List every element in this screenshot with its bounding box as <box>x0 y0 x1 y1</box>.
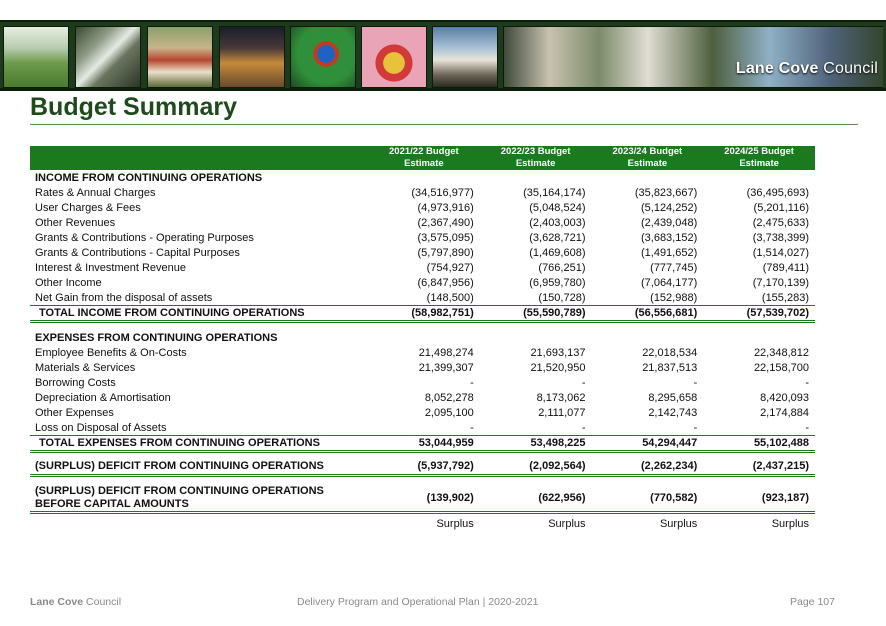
page-title: Budget Summary <box>30 93 237 121</box>
total-expenses-row: TOTAL EXPENSES FROM CONTINUING OPERATIONS 53,044,959 53,498,225 54,294,447 55,102,488 <box>30 435 815 453</box>
footer-document-title: Delivery Program and Operational Plan | 2020-2021 <box>297 596 539 608</box>
result-notes-row <box>30 514 815 534</box>
table-row: User Charges & Fees (4,973,916) (5,048,524) (5,124,252) (5,201,116) <box>35 201 809 214</box>
column-header: 2021/22 Budget Estimate <box>389 146 459 169</box>
banner-photo-building <box>432 26 498 88</box>
banner-photo-lorikeet <box>290 26 356 88</box>
column-header: 2023/24 Budget Estimate <box>612 146 683 169</box>
banner-photo-park <box>3 26 69 88</box>
table-row: Rates & Annual Charges (34,516,977) (35,164,174) (35,823,667) (36,495,693) <box>35 186 809 199</box>
surplus-note: Surplus <box>659 518 698 530</box>
banner-photo-street-night <box>219 26 285 88</box>
banner-photo-performer <box>361 26 427 88</box>
total-income-row: TOTAL INCOME FROM CONTINUING OPERATIONS (58,982,751) (55,590,789) (56,556,681) (57,539,702) <box>30 305 815 323</box>
table-row: Other Income (6,847,956) (6,959,780) (7,064,177) (7,170,139) <box>35 276 809 289</box>
table-header <box>30 146 815 170</box>
table-row: Loss on Disposal of Assets - - - - <box>35 421 809 434</box>
table-row: Materials & Services 21,399,307 21,520,950 21,837,513 22,158,700 <box>35 361 809 374</box>
surplus-note: Surplus <box>436 518 474 530</box>
brand-name: Lane Cove <box>735 60 819 77</box>
table-row: Other Expenses 2,095,100 2,111,077 2,142,743 2,174,884 <box>35 406 809 419</box>
banner-photo-dancers <box>147 26 213 88</box>
footer-organisation: Lane Cove Council <box>30 596 122 608</box>
expenses-section-heading: EXPENSES FROM CONTINUING OPERATIONS <box>35 331 278 344</box>
banner-photo-plaza <box>503 26 883 88</box>
table-row: Other Revenues (2,367,490) (2,403,003) (2,439,048) (2,475,633) <box>35 216 809 229</box>
council-logo <box>736 60 878 78</box>
title-divider <box>30 124 858 125</box>
before-capital-row: (SURPLUS) DEFICIT FROM CONTINUING OPERATIONS BEFORE CAPITAL AMOUNTS (139,902) (622,956) (770,582) (923,187) <box>30 484 815 514</box>
table-row: Grants & Contributions - Operating Purposes (3,575,095) (3,628,721) (3,683,152) (3,738,399) <box>35 231 809 244</box>
column-header: 2024/25 Budget Estimate <box>724 146 794 169</box>
table-row: Interest & Investment Revenue (754,927) (766,251) (777,745) (789,411) <box>35 261 809 274</box>
footer-page-number: Page 107 <box>790 596 835 608</box>
table-row: Grants & Contributions - Capital Purposes (5,797,890) (1,469,608) (1,491,652) (1,514,027) <box>35 246 809 259</box>
column-header: 2022/23 Budget Estimate <box>500 146 571 169</box>
header-banner <box>0 20 886 91</box>
surplus-note: Surplus <box>771 518 809 530</box>
table-row: Depreciation & Amortisation 8,052,278 8,173,062 8,295,658 8,420,093 <box>35 391 809 404</box>
income-section-heading: INCOME FROM CONTINUING OPERATIONS <box>35 171 263 184</box>
net-result-row: (SURPLUS) DEFICIT FROM CONTINUING OPERATIONS (5,937,792) (2,092,564) (2,262,234) (2,437,215) <box>30 457 815 477</box>
budget-summary-table <box>30 146 815 534</box>
table-row: Employee Benefits & On-Costs 21,498,274 21,693,137 22,018,534 22,348,812 <box>35 346 809 359</box>
table-row: Net Gain from the disposal of assets (148,500) (150,728) (152,988) (155,283) <box>35 291 809 304</box>
table-row: Borrowing Costs - - - - <box>35 376 809 389</box>
brand-council: Council <box>823 60 878 77</box>
banner-photo-waterfall <box>75 26 141 88</box>
surplus-note: Surplus <box>548 518 586 530</box>
